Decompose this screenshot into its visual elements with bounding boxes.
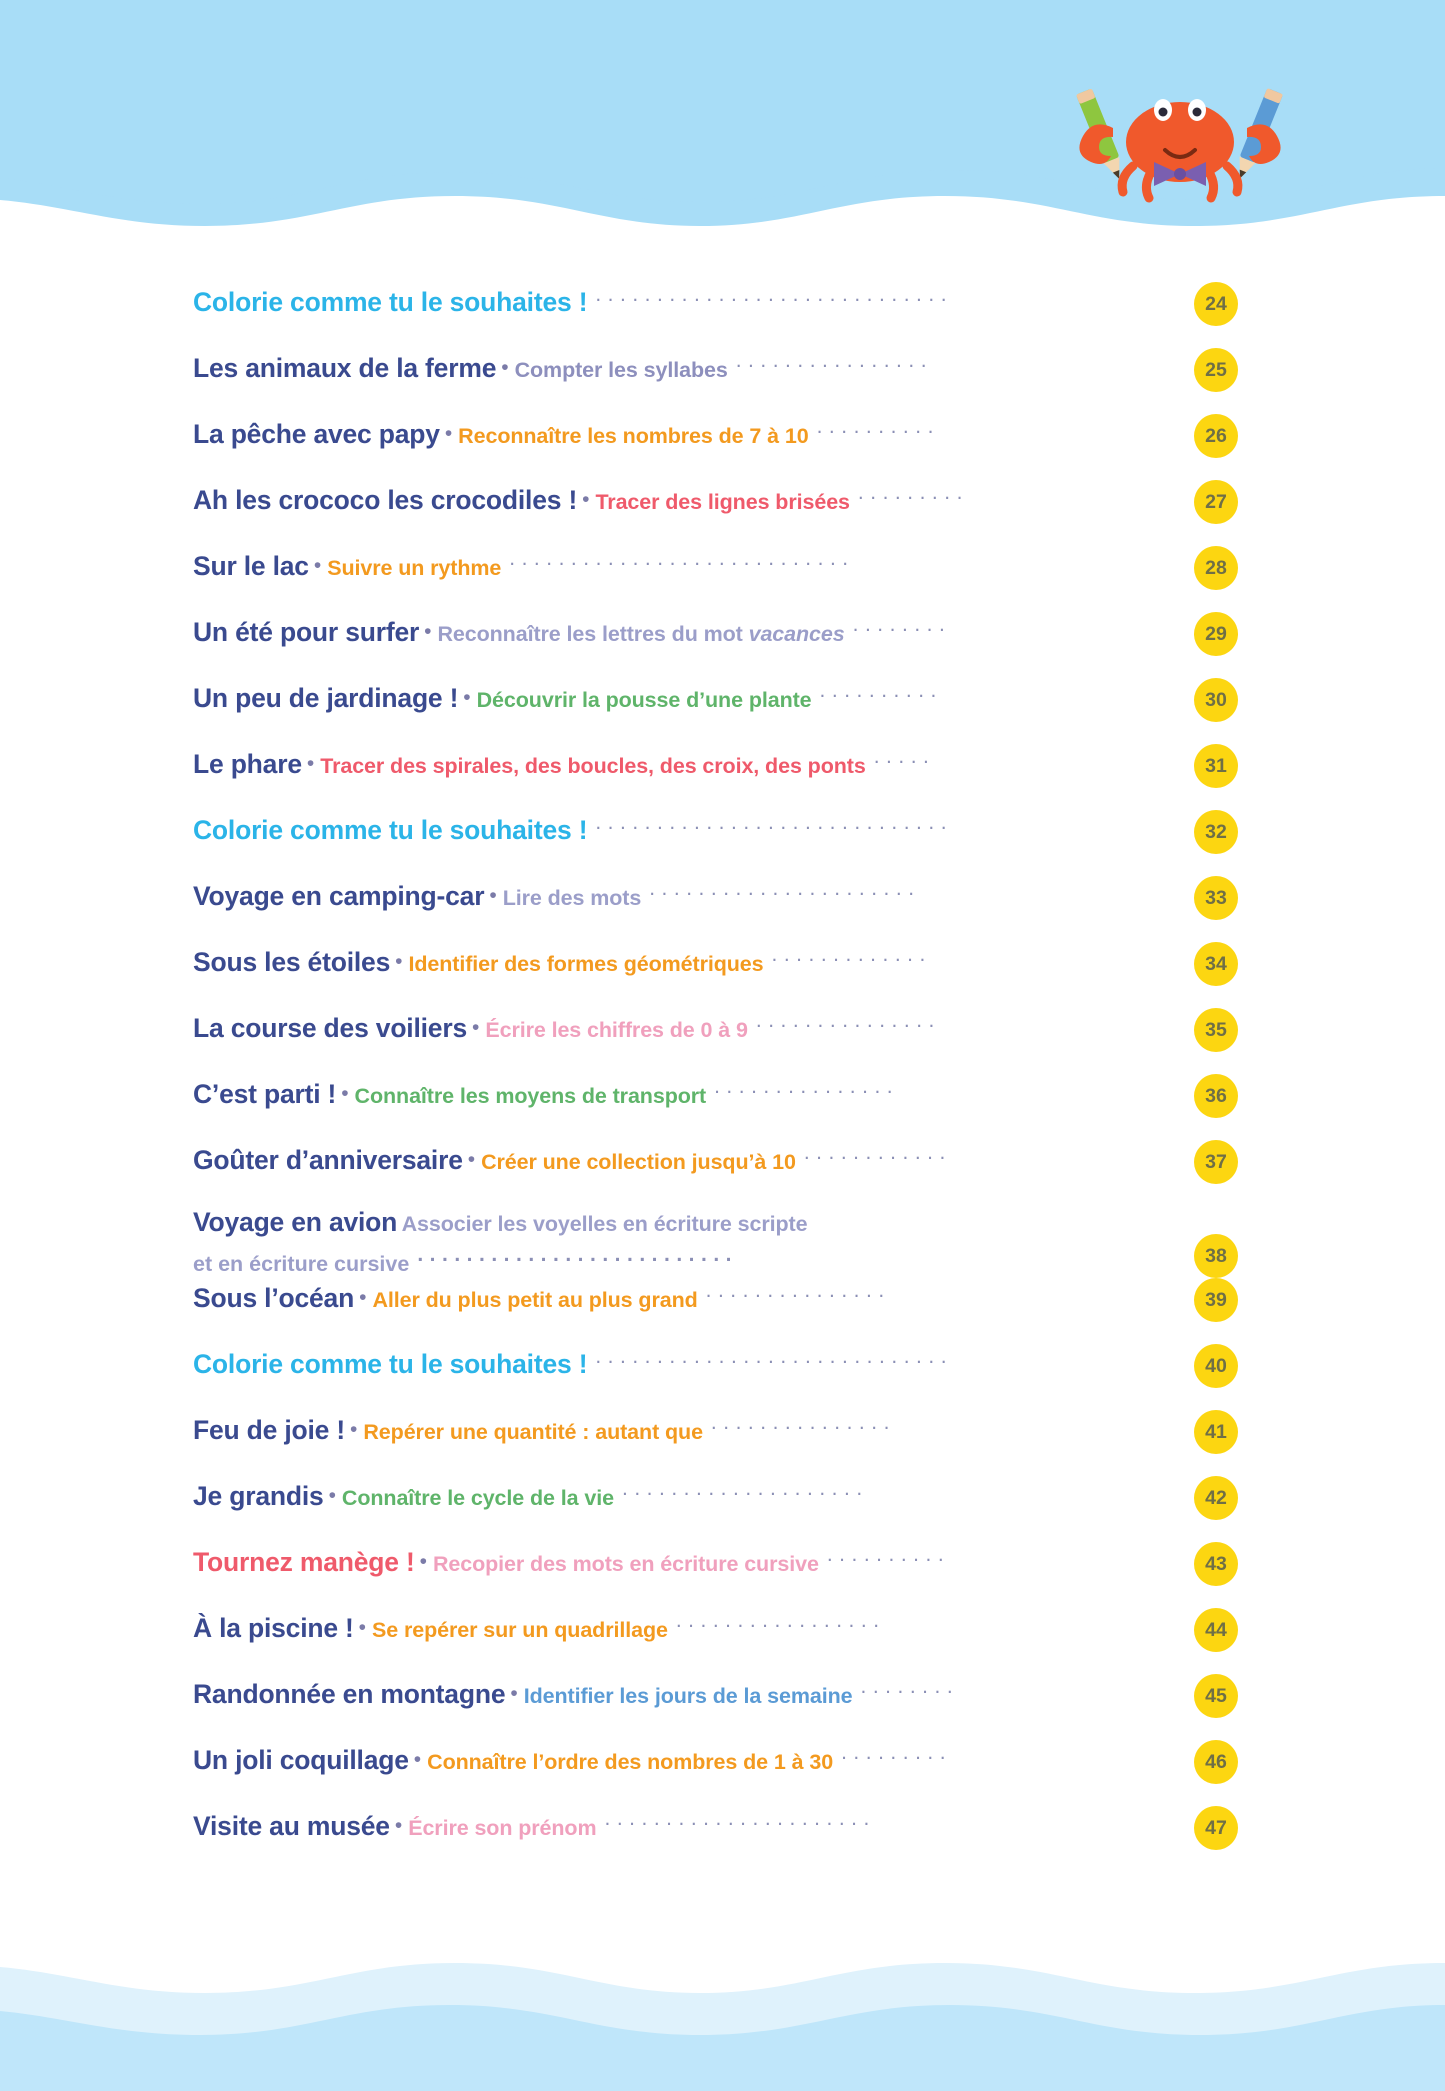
toc-row[interactable] [0,480,1445,546]
toc-row[interactable] [0,1608,1445,1674]
leader-dots: ............... [714,1075,900,1098]
page-number-badge[interactable]: 25 [1194,348,1238,392]
bullet-separator-icon: • [350,1418,358,1442]
bullet-separator-icon: • [510,1682,518,1706]
leader-dots: .......... [816,415,940,438]
leader-dots: ............................. [595,811,954,834]
toc-row[interactable] [0,1074,1445,1140]
table-of-contents [0,282,1445,1872]
page-number-badge[interactable]: 26 [1194,414,1238,458]
toc-row-text [193,1806,1188,1844]
leader-dots: .......... [826,1543,951,1567]
toc-entry-title: Un été pour surfer [193,616,420,647]
toc-entry-title: C’est parti ! [193,1078,337,1109]
toc-row-text [193,480,1188,518]
toc-row[interactable] [0,1806,1445,1872]
toc-row[interactable] [0,546,1445,612]
page-number-badge[interactable]: 37 [1194,1140,1238,1184]
page-number-badge[interactable]: 47 [1194,1806,1238,1850]
toc-row-text [193,1206,1188,1278]
bullet-separator-icon: • [359,1286,367,1310]
page-number-badge[interactable]: 33 [1194,876,1238,920]
toc-row[interactable] [0,414,1445,480]
page-number-badge[interactable]: 40 [1194,1344,1238,1388]
page-number-badge[interactable]: 39 [1194,1278,1238,1322]
toc-entry-subtitle: Reconnaître les nombres de 7 à 10 [458,423,809,448]
toc-row-text [193,282,1188,320]
leader-dots: ............... [705,1279,891,1303]
toc-entry-subtitle: Identifier des formes géométriques [408,951,764,976]
bottom-water-decoration [0,1901,1445,2091]
toc-entry-title: Un peu de jardinage ! [193,682,459,713]
toc-row-text [193,1740,1188,1778]
leader-dots: .......... [819,679,943,702]
toc-row-text [193,810,1188,848]
toc-entry-subtitle: Suivre un rythme [327,555,502,580]
page-number-badge[interactable]: 42 [1194,1476,1238,1520]
toc-row[interactable] [0,876,1445,942]
page-number-badge[interactable]: 30 [1194,678,1238,722]
toc-entry-title: Sur le lac [193,550,309,581]
toc-row-text [193,1140,1188,1178]
page-number-badge[interactable]: 43 [1194,1542,1238,1586]
toc-entry-subtitle: Écrire les chiffres de 0 à 9 [485,1017,748,1042]
toc-entry-title: Colorie comme tu le souhaites ! [193,814,588,845]
toc-entry-title: Je grandis [193,1481,324,1512]
toc-row[interactable] [0,942,1445,1008]
toc-row[interactable] [0,1476,1445,1542]
toc-row-text [193,744,1188,782]
toc-row-text [193,414,1188,452]
toc-row-text [193,1608,1188,1646]
toc-row[interactable] [0,1542,1445,1608]
page-number-badge[interactable]: 36 [1194,1074,1238,1118]
page-number-badge[interactable]: 35 [1194,1008,1238,1052]
crab-with-pencils-mascot [1055,70,1305,205]
toc-entry-title: Goûter d’anniversaire [193,1144,463,1175]
toc-entry-title: À la piscine ! [193,1613,354,1644]
leader-dots: ............... [710,1411,896,1435]
bullet-separator-icon: • [395,949,403,973]
leader-dots: ...................... [649,877,921,900]
page-number-badge[interactable]: 28 [1194,546,1238,590]
leader-dots: ......... [841,1741,953,1765]
bullet-separator-icon: • [489,883,497,907]
toc-row-text [193,678,1188,716]
page-number-badge[interactable]: 41 [1194,1410,1238,1454]
leader-dots: ..... [873,745,936,768]
page-number-badge[interactable]: 38 [1194,1234,1238,1278]
toc-row[interactable] [0,1278,1445,1344]
toc-row[interactable] [0,1740,1445,1806]
toc-entry-title: Sous l’océan [193,1283,355,1314]
toc-entry-subtitle: Aller du plus petit au plus grand [372,1288,698,1313]
leader-dots: ............................. [595,283,954,306]
leader-dots: ........ [852,613,952,636]
toc-entry-subtitle: Se repérer sur un quadrillage [372,1618,668,1643]
bullet-separator-icon: • [467,1147,476,1171]
toc-entry-subtitle: Compter les syllabes [514,357,728,382]
toc-entry-subtitle: Recopier des mots en écriture cursive [432,1552,819,1577]
toc-entry-title: Voyage en camping-car [193,880,485,911]
bullet-separator-icon: • [444,421,453,445]
toc-entry-subtitle: Repérer une quantité : autant que [363,1420,703,1445]
page-number-badge[interactable]: 32 [1194,810,1238,854]
toc-entry-title: Colorie comme tu le souhaites ! [193,1349,588,1380]
bullet-separator-icon: • [463,685,471,709]
toc-entry-subtitle: Connaître le cycle de la vie [341,1486,614,1511]
page-number-badge[interactable]: 24 [1194,282,1238,326]
bullet-separator-icon: • [358,1616,367,1640]
toc-row-text [193,348,1188,386]
toc-row[interactable] [0,282,1445,348]
toc-row-text [193,1674,1188,1712]
toc-entry-subtitle-line2: et en écriture cursive .......................... [193,1242,739,1276]
leader-dots: ......... [857,481,969,504]
toc-row-text [193,1278,1188,1316]
leader-dots: .................... [621,1477,869,1501]
bullet-separator-icon: • [424,619,432,643]
toc-row-text [193,1410,1188,1448]
toc-entry-title: Tournez manège ! [193,1547,415,1578]
toc-entry-title: Un joli coquillage [193,1745,409,1776]
toc-row[interactable] [0,348,1445,414]
page-number-badge[interactable]: 27 [1194,480,1238,524]
toc-entry-subtitle: Lire des mots [502,885,642,910]
toc-row[interactable] [0,1206,1445,1278]
toc-entry-title: Feu de joie ! [193,1415,346,1446]
toc-entry-title: Randonnée en montagne [193,1679,506,1710]
toc-row[interactable] [0,1344,1445,1410]
leader-dots: ............................. [595,1345,954,1369]
toc-entry-subtitle: Écrire son prénom [408,1816,597,1841]
toc-row-text [193,1074,1188,1112]
leader-dots: ...................... [604,1807,876,1831]
toc-row[interactable] [0,1674,1445,1740]
toc-entry-title: Voyage en avion [193,1207,398,1237]
toc-row[interactable] [0,810,1445,876]
toc-row-text [193,612,1188,650]
toc-entry-title: Ah les crococo les crocodiles ! [193,484,578,515]
leader-dots: ............... [755,1009,941,1032]
page-number-badge[interactable]: 34 [1194,942,1238,986]
toc-row[interactable] [0,1008,1445,1074]
toc-entry-subtitle: Associer les voyelles en écriture scripte [401,1212,808,1236]
toc-row[interactable] [0,1410,1445,1476]
page-number-badge[interactable]: 44 [1194,1608,1238,1652]
page-number-badge[interactable]: 45 [1194,1674,1238,1718]
toc-entry-title: Colorie comme tu le souhaites ! [193,286,588,317]
toc-row-text [193,876,1188,914]
toc-entry-subtitle: Créer une collection jusqu’à 10 [481,1149,796,1174]
bullet-separator-icon: • [413,1748,422,1772]
toc-row-text [193,942,1188,980]
leader-dots: .......................... [417,1242,739,1266]
toc-entry-subtitle-emphasis: vacances [748,621,845,646]
page-number-badge[interactable]: 29 [1194,612,1238,656]
bullet-separator-icon: • [471,1015,480,1039]
toc-row-text [193,1542,1188,1580]
toc-entry-subtitle: Connaître l’ordre des nombres de 1 à 30 [427,1750,834,1775]
toc-row-text [193,1476,1188,1514]
bullet-separator-icon: • [582,487,590,511]
leader-dots: ................ [735,349,934,372]
toc-entry-title: Sous les étoiles [193,946,391,977]
leader-dots: ........ [860,1675,960,1699]
toc-entry-title: Visite au musée [193,1811,390,1842]
toc-row-text [193,1008,1188,1046]
toc-entry-title: Les animaux de la ferme [193,352,497,383]
bullet-separator-icon: • [341,1081,349,1105]
toc-entry-subtitle: Tracer des lignes brisées [595,489,850,514]
page-number-badge[interactable]: 46 [1194,1740,1238,1784]
toc-entry-title: La pêche avec papy [193,418,440,449]
toc-entry-subtitle: Identifier les jours de la semaine [523,1684,853,1709]
bullet-separator-icon: • [328,1484,336,1508]
toc-row[interactable] [0,744,1445,810]
bullet-separator-icon: • [501,355,509,379]
leader-dots: ............................ [509,547,855,570]
toc-entry-subtitle: Découvrir la pousse d’une plante [476,687,812,712]
toc-row-text [193,546,1188,584]
toc-entry-subtitle: Connaître les moyens de transport [354,1083,707,1108]
toc-row[interactable] [0,1140,1445,1206]
leader-dots: ................. [675,1609,886,1633]
toc-row[interactable] [0,612,1445,678]
leader-dots: ............ [803,1141,952,1164]
leader-dots: ............. [771,943,932,966]
bullet-separator-icon: • [306,751,315,775]
bullet-separator-icon: • [419,1550,427,1574]
toc-entry-title: La course des voiliers [193,1012,467,1043]
bullet-separator-icon: • [394,1814,403,1838]
toc-entry-title: Le phare [193,748,302,779]
toc-entry-subtitle: Tracer des spirales, des boucles, des croix, des ponts [320,753,866,778]
page-number-badge[interactable]: 31 [1194,744,1238,788]
toc-row[interactable] [0,678,1445,744]
toc-row-text [193,1344,1188,1382]
bullet-separator-icon: • [313,553,322,577]
toc-entry-subtitle: Reconnaître les lettres du mot vacances [437,621,845,646]
